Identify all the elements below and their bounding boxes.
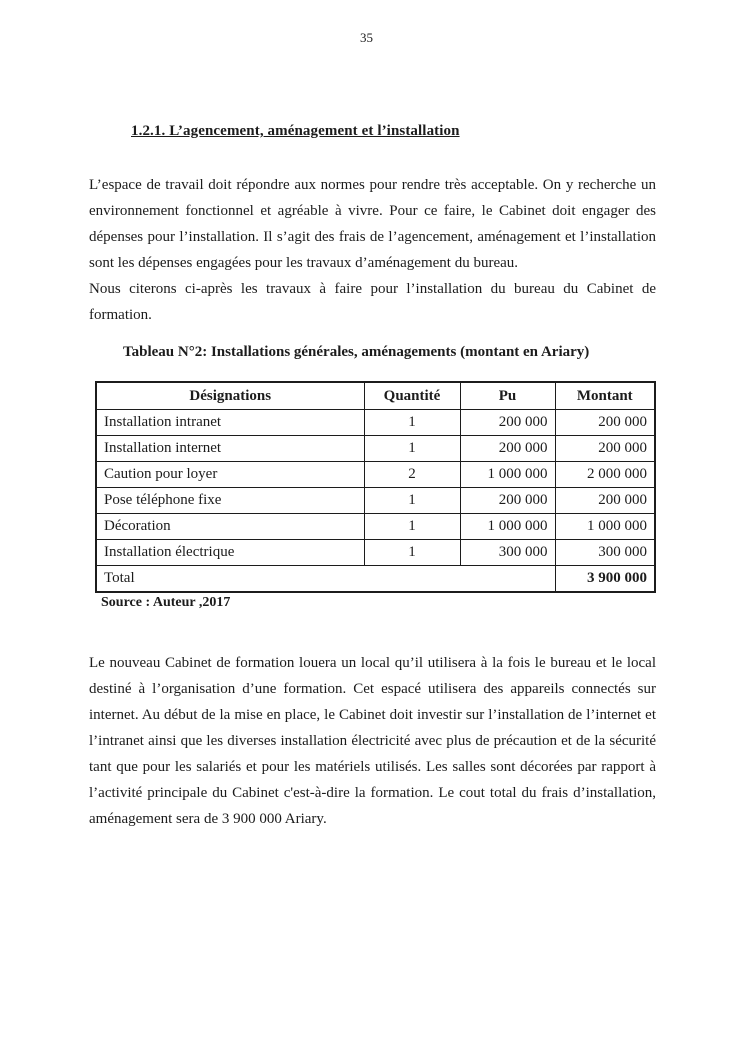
cell-quantity: 1 bbox=[364, 488, 460, 514]
paragraph-line: internet. Au début de la mise en place, le Cabinet doit investir sur l’installation de l’internet et bbox=[89, 707, 656, 723]
cell-designation: Décoration bbox=[96, 514, 364, 540]
closing-paragraph bbox=[89, 650, 656, 832]
cell-unit-price: 200 000 bbox=[460, 410, 555, 436]
paragraph-line: Le nouveau Cabinet de formation louera un local qu’il utilisera à la fois le bureau et le local bbox=[89, 655, 656, 671]
cell-amount: 200 000 bbox=[555, 436, 655, 462]
paragraph-line: l’intranet ainsi que les diverses installation électricité avec plus de précaution et de la sécurité bbox=[89, 733, 656, 749]
paragraph-line: destiné à l’organisation d’une formation. Cet espacé utilisera des appareils connectés sur bbox=[89, 681, 656, 697]
cell-unit-price: 200 000 bbox=[460, 488, 555, 514]
cell-designation: Installation internet bbox=[96, 436, 364, 462]
table-source-note: Source : Auteur ,2017 bbox=[101, 595, 231, 610]
cell-amount: 200 000 bbox=[555, 488, 655, 514]
cell-unit-price: 1 000 000 bbox=[460, 514, 555, 540]
paragraph-line: formation. bbox=[89, 307, 152, 323]
cell-designation: Caution pour loyer bbox=[96, 462, 364, 488]
cell-designation: Pose téléphone fixe bbox=[96, 488, 364, 514]
column-header-pu: Pu bbox=[460, 382, 555, 410]
cell-designation: Installation électrique bbox=[96, 540, 364, 566]
intro-paragraph bbox=[89, 172, 656, 328]
cell-unit-price: 300 000 bbox=[460, 540, 555, 566]
total-value: 3 900 000 bbox=[555, 566, 655, 593]
paragraph-line: l’activité principale du Cabinet c'est-à-dire la formation. Le cout total du frais d’installation, bbox=[89, 785, 656, 801]
installations-table bbox=[95, 381, 656, 593]
cell-quantity: 1 bbox=[364, 540, 460, 566]
table-row bbox=[96, 436, 655, 462]
cell-amount: 200 000 bbox=[555, 410, 655, 436]
cell-quantity: 1 bbox=[364, 514, 460, 540]
paragraph-line: Nous citerons ci-après les travaux à faire pour l’installation du bureau du Cabinet de bbox=[89, 281, 656, 297]
cell-unit-price: 1 000 000 bbox=[460, 462, 555, 488]
section-heading: 1.2.1. L’agencement, aménagement et l’installation bbox=[131, 123, 460, 139]
column-header-designations: Désignations bbox=[96, 382, 364, 410]
table-title: Tableau N°2: Installations générales, aménagements (montant en Ariary) bbox=[123, 344, 590, 360]
cell-quantity: 1 bbox=[364, 436, 460, 462]
cell-quantity: 1 bbox=[364, 410, 460, 436]
paragraph-line: sont les dépenses engagées pour les travaux d’aménagement du bureau. bbox=[89, 255, 519, 271]
paragraph-line: aménagement sera de 3 900 000 Ariary. bbox=[89, 811, 327, 827]
cell-amount: 300 000 bbox=[555, 540, 655, 566]
table-total-row bbox=[96, 566, 655, 593]
paragraph-line: L’espace de travail doit répondre aux normes pour rendre très acceptable. On y recherche un bbox=[89, 177, 656, 193]
paragraph-line: dépenses pour l’installation. Il s’agit des frais de l’agencement, aménagement et l’installation bbox=[89, 229, 656, 245]
table-row bbox=[96, 410, 655, 436]
paragraph-line: tant que pour les salariés et pour les matériels utilisés. Les salles sont décorées par rapport à bbox=[89, 759, 656, 775]
table-row bbox=[96, 462, 655, 488]
cell-amount: 1 000 000 bbox=[555, 514, 655, 540]
table-row bbox=[96, 514, 655, 540]
cell-designation: Installation intranet bbox=[96, 410, 364, 436]
table-row bbox=[96, 488, 655, 514]
column-header-montant: Montant bbox=[555, 382, 655, 410]
column-header-quantite: Quantité bbox=[364, 382, 460, 410]
total-label: Total bbox=[96, 566, 555, 593]
cell-unit-price: 200 000 bbox=[460, 436, 555, 462]
page-number: 35 bbox=[360, 30, 373, 45]
table-header-row bbox=[96, 382, 655, 410]
cell-amount: 2 000 000 bbox=[555, 462, 655, 488]
cell-quantity: 2 bbox=[364, 462, 460, 488]
paragraph-line: environnement fonctionnel et agréable à vivre. Pour ce faire, le Cabinet doit engager des bbox=[89, 203, 656, 219]
table-row bbox=[96, 540, 655, 566]
